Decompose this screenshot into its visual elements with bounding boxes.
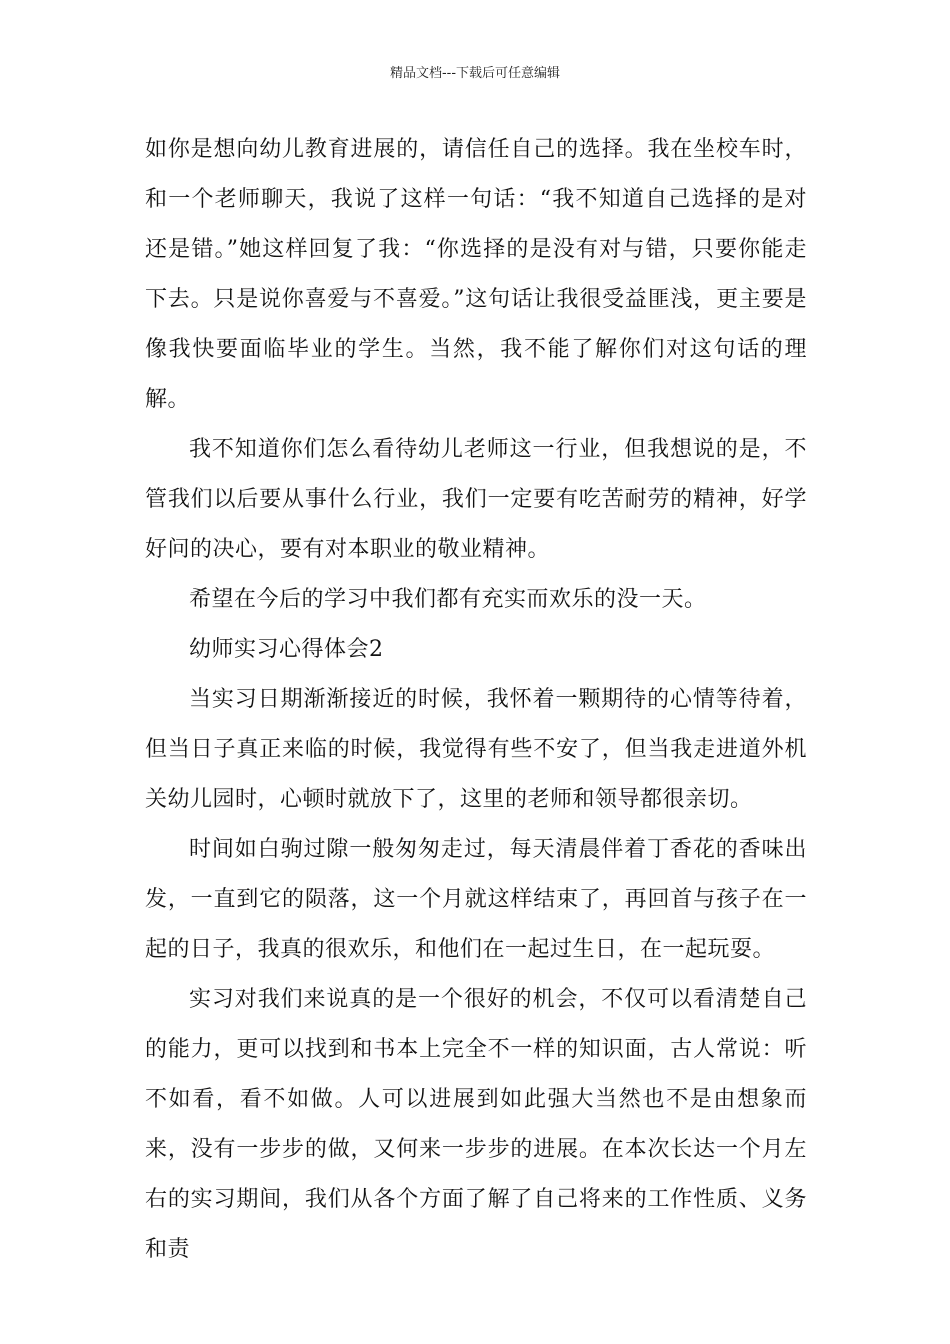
paragraph: 我不知道你们怎么看待幼儿老师这一行业，但我想说的是，不管我们以后要从事什么行业，我们一定要有吃苦耐劳的精神，好学好问的决心，要有对本职业的敬业精神。 [145,437,807,562]
paragraph: 希望在今后的学习中我们都有充实而欢乐的没一天。 [189,587,707,612]
section-heading: 幼师实习心得体会2 [189,637,384,662]
document-body [145,125,807,1275]
paragraph: 时间如白驹过隙一般匆匆走过，每天清晨伴着丁香花的香味出发，一直到它的陨落，这一个月就这样结束了，再回首与孩子在一起的日子，我真的很欢乐，和他们在一起过生日，在一起玩耍。 [145,837,807,962]
paragraph: 实习对我们来说真的是一个很好的机会，不仅可以看清楚自己的能力，更可以找到和书本上完全不一样的知识面，古人常说：听不如看，看不如做。人可以进展到如此强大当然也不是由想象而来，没有一步步的做，又何来一步步的进展。在本次长达一个月左右的实习期间，我们从各个方面了解了自己将来的工作性质、义务和责 [145,987,807,1262]
paragraph: 当实习日期渐渐接近的时候，我怀着一颗期待的心情等待着，但当日子真正来临的时候，我觉得有些不安了，但当我走进道外机关幼儿园时，心顿时就放下了，这里的老师和领导都很亲切。 [145,687,807,812]
paragraph-continuation: 如你是想向幼儿教育进展的，请信任自己的选择。我在坐校车时，和一个老师聊天，我说了这样一句话：“我不知道自己选择的是对还是错。”她这样回复了我：“你选择的是没有对与错，只要你能走下去。只是说你喜爱与不喜爱。”这句话让我很受益匪浅，更主要是像我快要面临毕业的学生。当然，我不能了解你们对这句话的理解。 [145,137,807,412]
page-header: 精品文档---下载后可任意编辑 [389,66,561,81]
